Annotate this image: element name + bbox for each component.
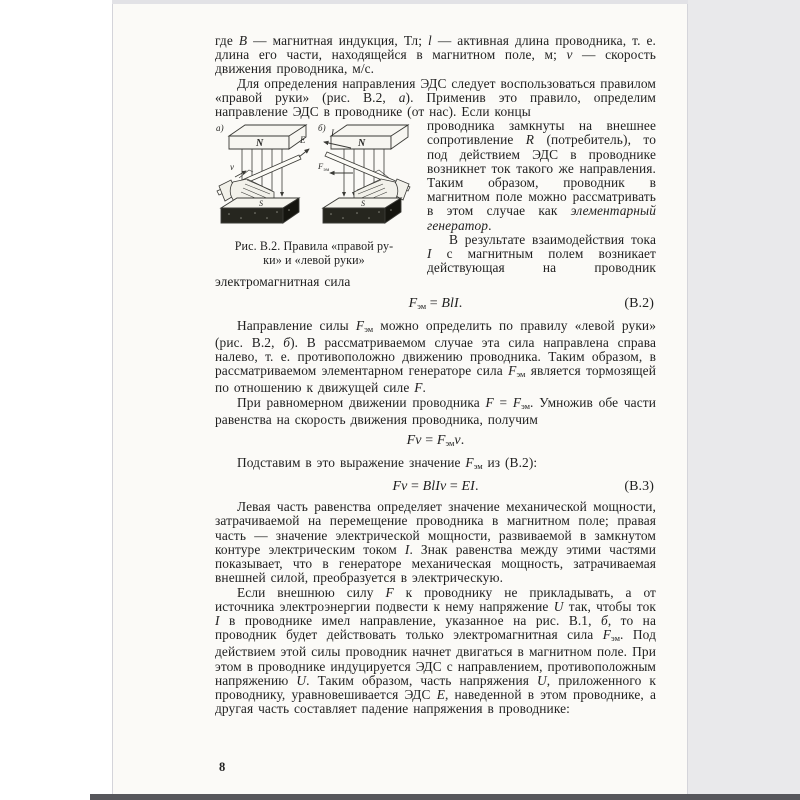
paragraph-interaction-force: В результате взаимодействия тока I с магнитным полем возникает действующая на проводник электромагнитная сила xyxy=(215,231,656,290)
force-label: $F_{эм}$ xyxy=(318,161,330,174)
scan-background-right xyxy=(688,0,800,800)
diagram-left-hand-rule xyxy=(317,122,413,236)
equation-b2-expression: $F_{эм}$ = BlI. xyxy=(408,295,463,311)
magnet-north-pole xyxy=(331,125,408,149)
magnet-north-pole xyxy=(229,125,306,149)
figure-caption-line2: ки» и «левой руки» xyxy=(263,252,365,267)
emf-label: E xyxy=(300,135,306,146)
paragraph-elementary-generator: проводника замкнуты на внешнее сопротивление R (потребитель), то под действием ЭДС в проводнике возникнет ток такого же направления. Таким образом, проводник в магнитном поле можно рассматривать в этом случае как элементарный генератор. xyxy=(427,118,656,233)
equation-fv-expression: $Fv = F_{эм}v$. xyxy=(406,433,465,449)
velocity-label: v xyxy=(230,162,235,173)
current-label: I xyxy=(331,128,335,139)
paragraph-right-hand-rule: Для определения направления ЭДС следует воспользоваться правилом «правой руки» (рис. В.2, а). Применив это правило, определим направление ЭДС в проводнике (от нас). Если концы xyxy=(215,75,656,120)
equation-b2-number: (В.2) xyxy=(624,295,654,311)
equation-b3 xyxy=(215,479,656,495)
emf-direction-arrow xyxy=(299,149,309,157)
paragraph-where-clause: где B — магнитная индукция, Тл; l — активная длина проводника, т. е. длина его части, находящейся в магнитном поле, м; v — скорость движения проводника, м/с. xyxy=(215,33,657,77)
figure-b2 xyxy=(215,122,413,267)
label-a: а) xyxy=(216,123,224,134)
page-text-column xyxy=(215,34,656,716)
north-pole-label: N xyxy=(256,138,264,150)
label-b: б) xyxy=(318,123,326,134)
paragraph-motor-mode: Если внешнюю силу F к проводнику не прикладывать, а от источника электроэнергии подвести к нему напряжение U так, чтобы ток I в проводнике имел направление, указанное на рис. В.1, б, то на проводник будет действовать только электромагнитная сила $F_{эм}$. Под действием этой силы проводник начнет двигаться в магнитном поле. При этом в проводнике индуцируется ЭДС с направлением, противоположным напряжению U. Таким образом, часть напряжения U, приложенного к проводнику, уравновешивается ЭДС E, наведенной в этом проводнике, а другая часть составляет падение напряжения в проводнике: xyxy=(215,584,657,717)
equation-b3-expression: Fv = BlIv = EI. xyxy=(392,479,479,495)
paragraph-power-balance: Левая часть равенства определяет значение механической мощности, затрачиваемой на перемещение проводника в магнитном поле; правая часть — значение электрической мощности, развиваемой в замкнутом контуре электрическим током I. Знак равенства между этими частями показывает, что в генераторе механическая мощность, затрачиваемая внешней силой, преобразуется в электрическую. xyxy=(215,499,656,586)
book-bottom-edge-shadow xyxy=(90,794,800,800)
equation-b3-number: (В.3) xyxy=(624,479,654,495)
figure-caption-line1: Рис. В.2. Правила «правой ру- xyxy=(234,239,394,254)
figure-b2-drawings xyxy=(215,122,413,236)
page-number: 8 xyxy=(219,760,226,774)
paragraph-left-hand-rule: Направление силы $F_{эм}$ можно определить по правилу «левой руки» (рис. В.2, б). В рассматриваемом случае эта сила направлена справа налево, т. е. противоположно движению проводника. Таким образом, в рассматриваемом элементарном генераторе сила $F_{эм}$ является тормозящей по отношению к движущей силе F. xyxy=(215,317,657,396)
south-pole-label: S xyxy=(361,199,366,209)
south-pole-label: S xyxy=(259,199,264,209)
north-pole-label: N xyxy=(358,138,366,150)
paragraph-uniform-motion: При равномерном движении проводника $F = F_{эм}$. Умножив обе части равенства на скорость движения проводника, получим xyxy=(215,394,656,427)
figure-caption xyxy=(215,240,413,267)
equation-fv xyxy=(215,433,656,451)
figure-and-wrapped-text xyxy=(215,119,656,289)
diagram-right-hand-rule xyxy=(215,122,311,236)
equation-b2 xyxy=(215,296,656,314)
page-top-edge xyxy=(112,0,688,4)
paragraph-substitute: Подставим в это выражение значение $F_{эм}$ из (В.2): xyxy=(237,455,538,472)
